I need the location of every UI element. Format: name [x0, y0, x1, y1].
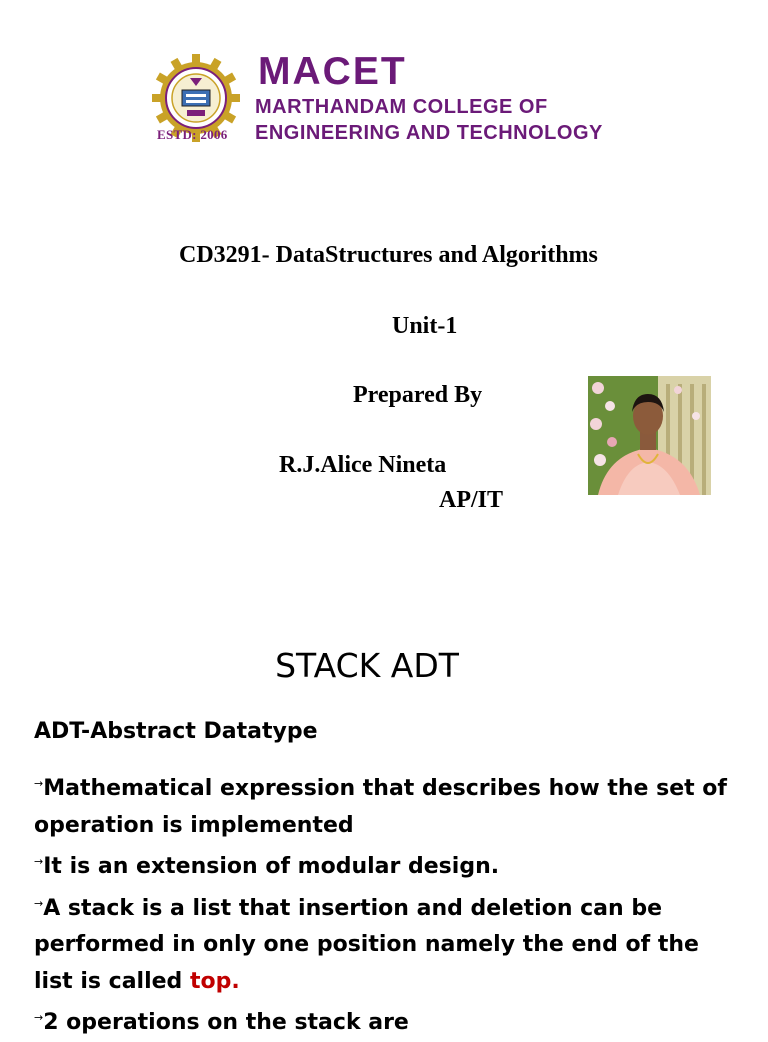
list-item: →It is an extension of modular design.	[34, 854, 500, 879]
college-brand-name: MACET	[258, 50, 407, 93]
prepared-by-label: Prepared By	[353, 382, 483, 408]
list-item: →Mathematical expression that describes how the set of operation is implemented	[34, 776, 727, 838]
course-title: CD3291- DataStructures and Algorithms	[179, 242, 598, 268]
slide-title: STACK ADT	[275, 646, 459, 685]
arrow-icon: →	[34, 1011, 44, 1024]
college-name-line1: MARTHANDAM COLLEGE OF	[255, 96, 548, 118]
slide-subheading: ADT-Abstract Datatype	[34, 719, 318, 744]
arrow-icon: →	[34, 777, 44, 790]
list-item: →A stack is a list that insertion and deletion can be performed in only one position namely the end of the list is called top.	[34, 895, 699, 994]
established-year: ESTD: 2006	[157, 127, 228, 142]
arrow-icon: →	[34, 896, 44, 910]
author-photo	[588, 376, 711, 495]
arrow-icon: →	[34, 855, 44, 868]
college-name-line2: ENGINEERING AND TECHNOLOGY	[255, 122, 603, 144]
author-designation: AP/IT	[439, 487, 504, 513]
list-item: →2 operations on the stack are	[34, 1010, 409, 1035]
highlight-keyword: top.	[189, 968, 240, 994]
stack-adt-slide	[0, 590, 768, 1035]
unit-label: Unit-1	[392, 313, 458, 339]
bullet-list	[34, 766, 734, 1042]
author-name: R.J.Alice Nineta	[279, 452, 447, 478]
